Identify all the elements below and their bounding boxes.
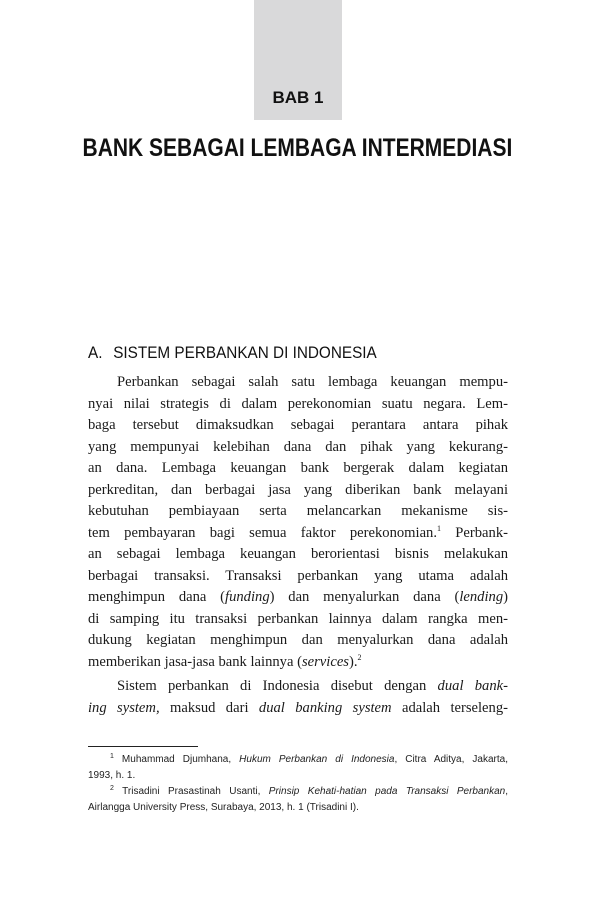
italic-term: ing system, <box>88 699 160 716</box>
footnote-ref-2: 2 <box>357 652 362 662</box>
paragraph-line: berbagai transaksi. Transaksi perbankan yang utama adalah <box>88 567 508 584</box>
paragraph-line: dukung kegiatan menghimpun dan menyalurkan dana adalah <box>88 632 508 648</box>
italic-term: dual bank- <box>437 678 508 694</box>
footnote-2 <box>88 784 508 800</box>
footnote-text: Muhammad Djumhana, <box>113 754 240 765</box>
paragraph-line: nyai nilai strategis di dalam perekonomian suatu negara. Lem- <box>88 395 508 412</box>
section-title: SISTEM PERBANKAN DI INDONESIA <box>113 343 377 362</box>
paragraph-line <box>88 698 508 720</box>
paragraph-text: Perbank- <box>441 524 508 541</box>
footnote-text: Trisadini Prasastinah Usanti, <box>113 786 269 797</box>
section-number: A. <box>88 343 103 362</box>
paragraph-1 <box>88 372 508 673</box>
footnote-ref-1: 1 <box>437 523 442 533</box>
paragraph-line: an dana. Lembaga keuangan bank bergerak dalam kegiatan <box>88 460 508 476</box>
paragraph-line: an sebagai lembaga keuangan berorientasi bisnis melakukan <box>88 546 508 562</box>
footnote-1 <box>88 752 508 768</box>
italic-term: dual banking system <box>258 699 392 716</box>
paragraph-line <box>88 652 508 674</box>
paragraph-line <box>88 523 508 545</box>
paragraph-line <box>88 587 508 609</box>
paragraph-text: maksud dari <box>159 699 259 716</box>
footnote-number: 2 <box>110 785 114 792</box>
paragraph-text: tem pembayaran bagi semua faktor perekonomian. <box>88 524 438 541</box>
footnote-divider <box>88 746 198 747</box>
paragraph-line: perkreditan, dan berbagai jasa yang diberikan bank melayani <box>88 481 508 498</box>
italic-term: services <box>301 653 349 670</box>
paragraph-text: Sistem perbankan di Indonesia disebut dengan <box>117 678 438 694</box>
footnote-text: , <box>505 786 509 797</box>
chapter-title: BANK SEBAGAI LEMBAGA INTERMEDIASI <box>82 134 513 162</box>
paragraph-text: adalah terseleng- <box>391 699 508 716</box>
paragraph-line: Perbankan sebagai salah satu lembaga keuangan mempu- <box>117 374 508 390</box>
paragraph-2 <box>88 676 508 719</box>
footnote-title: Prinsip Kehati-hatian pada Transaksi Perbankan <box>268 786 506 797</box>
paragraph-line: di samping itu transaksi perbankan lainnya dalam rangka men- <box>88 610 508 627</box>
paragraph-text: ) dan menyalurkan dana ( <box>269 589 460 605</box>
paragraph-text: ). <box>348 653 358 670</box>
footnote-text: , Citra Aditya, Jakarta, <box>394 754 508 765</box>
italic-term: lending <box>459 589 504 605</box>
paragraph-text: menghimpun dana ( <box>88 589 226 605</box>
paragraph-line: yang mempunyai kelebihan dana dan pihak yang kekurang- <box>88 438 508 455</box>
paragraph-text: memberikan jasa-jasa bank lainnya ( <box>88 653 302 670</box>
italic-term: funding <box>225 589 270 605</box>
footnotes <box>88 752 508 816</box>
paragraph-line <box>88 676 508 698</box>
footnote-1-cont: 1993, h. 1. <box>88 770 136 781</box>
footnote-number: 1 <box>110 753 114 760</box>
footnote-2-cont: Airlangga University Press, Surabaya, 2013, h. 1 (Trisadini I). <box>88 802 359 813</box>
paragraph-line: kebutuhan pembiayaan serta melancarkan mekanisme sis- <box>88 503 508 519</box>
chapter-label: BAB 1 <box>272 88 324 107</box>
section-heading <box>88 343 466 363</box>
footnote-title: Hukum Perbankan di Indonesia <box>239 754 395 765</box>
paragraph-line: baga tersebut dimaksudkan sebagai perantara antara pihak <box>88 417 508 433</box>
paragraph-text: ) <box>503 589 508 605</box>
